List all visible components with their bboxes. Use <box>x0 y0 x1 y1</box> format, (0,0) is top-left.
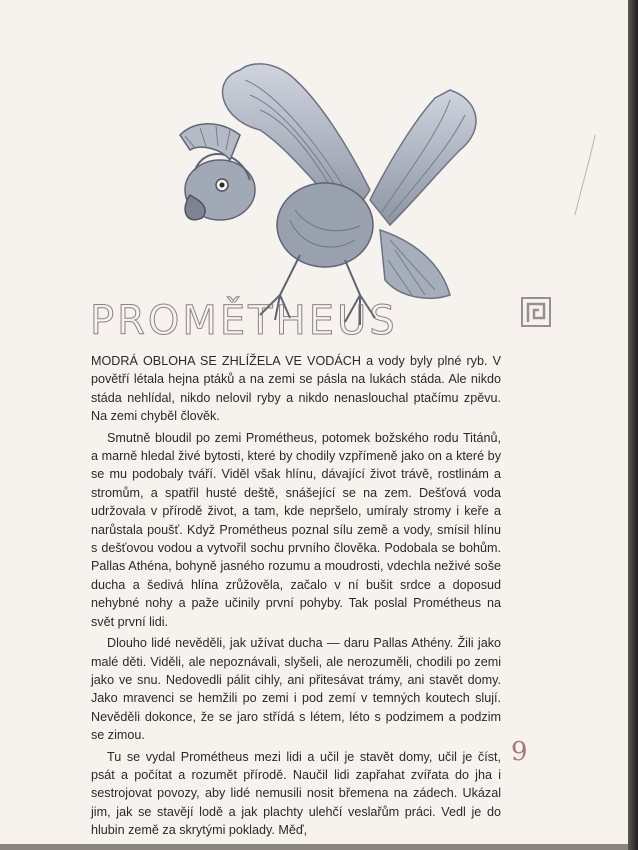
eagle-head <box>180 124 255 220</box>
paragraph-4: Tu se vydal Prométheus mezi lidi a učil je stavět domy, učil je číst, psát a počítat a rozumět přírodě. Naučil lidi zapřahat zvířata do jha i sestrojovat povozy, aby lidé nemusili nosit břemena na zádech. Ukázal jim, jak se stavějí lodě a jak plachty ulehčí veslařům práci. Vedl je do hlubin země za skrytými poklady. Měď, <box>91 749 501 838</box>
meander-ornament-icon <box>520 296 552 328</box>
eagle-illustration <box>150 40 500 340</box>
paragraph-1-text: a vody byly plné ryb. V povětří létala hejna ptáků a na zemi se pásla na lukách stáda. Ale nikdo stáda nehlídal, nikdo nelovil ryby a nikdo nenaslouchal ptačímu zpěvu. Na zemi chyběl člověk. <box>91 354 501 424</box>
eagle-body <box>277 183 373 267</box>
tail <box>380 230 450 298</box>
chapter-title: PROMĚTHEUS <box>90 298 398 344</box>
chapter-text <box>91 352 501 843</box>
right-wing <box>370 90 476 225</box>
paragraph-3: Dlouho lidé nevěděli, jak užívat ducha — daru Pallas Athény. Žili jako malé děti. Viděli, ale nepoznávali, slyšeli, ale nerozuměli, chodili po zemi jako ve snu. Nedovedli pálit cihly, ani přitesávat trámy, ani stavět domy. Jako mravenci se hemžili po zemi i pod zemí v temných koutech slují. Nevěděli dokonce, že se jaro střídá s létem, léto s podzimem a podzim se zimou. <box>91 636 501 743</box>
page-bottom-edge <box>0 844 628 850</box>
paragraph-2: Smutně bloudil po zemi Prométheus, potomek božského rodu Titánů, a marně hledal živé bytosti, které by chodily vzpřímeně jako on a které by se mu podobaly tváří. Viděl však hlínu, dávající život trávě, rostlinám a stromům, a spatřil husté deště, snášející se na zem. Dešťová voda udržovala v přírodě život, a tam, kde nepršelo, umíraly stromy i keře a narůstala poušť. Když Prométheus poznal sílu země a vody, smísil hlínu s dešťovou vodou a vytvořil sochu prvního člověka. Podobala se bohům. Pallas Athéna, bohyně jasného rozumu a moudrosti, vdechla neživé soše ducha a šedivá hlína zrůžověla, začalo v ní bušit srdce a doposud nehybné nohy a paže učinily první pohyby. Tak poslal Prométheus na svět první lidi. <box>91 430 501 629</box>
paragraph-lead: MODRÁ OBLOHA SE ZHLÍŽELA VE VODÁCH <box>91 354 361 368</box>
scan-border <box>628 0 638 850</box>
pencil-mark <box>570 130 600 220</box>
page-number: 9 <box>511 737 528 767</box>
paragraph-1 <box>91 352 501 426</box>
